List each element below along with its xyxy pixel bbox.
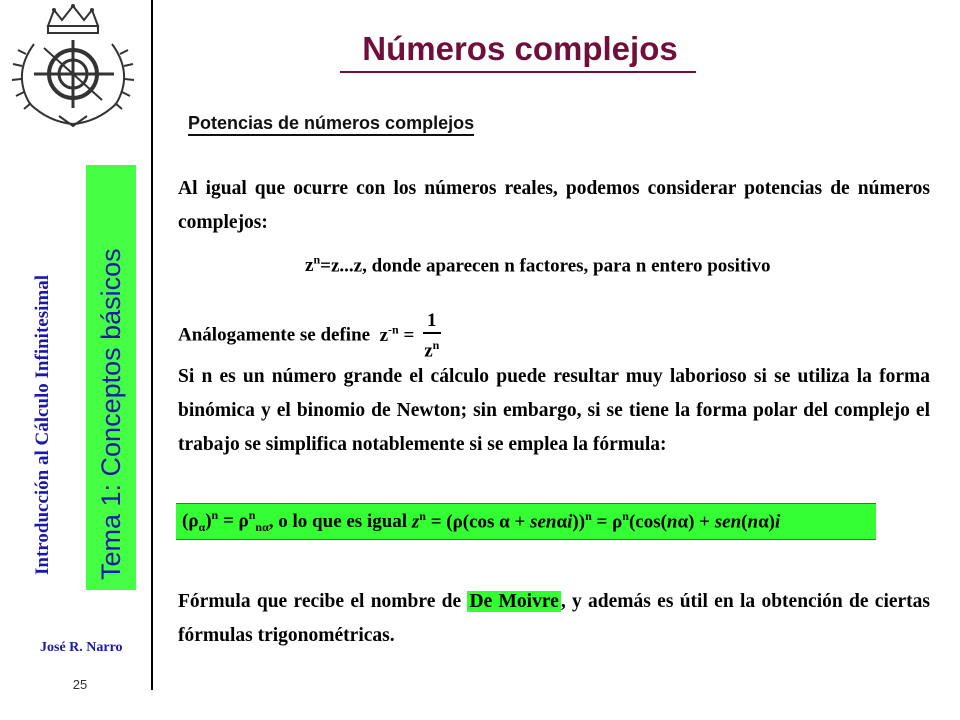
sidebar-divider [151, 0, 153, 690]
course-title: Introducción al Cálculo Infinitesimal [32, 275, 53, 575]
de-moivre-formula [176, 503, 876, 540]
intro-paragraph: Al igual que ocurre con los números reales, podemos considerar potencias de números complejos: [178, 178, 930, 233]
negative-power-lhs: $z^{-n}$ = [374, 322, 415, 346]
de-moivre-text-before: Fórmula que recibe el nombre de [178, 591, 462, 612]
power-definition-text: =z...z, donde aparecen n factores, para n entero positivo [320, 255, 771, 277]
de-moivre-paragraph [178, 585, 930, 653]
negative-power-definition [178, 310, 441, 362]
fraction-denominator: $z^n$ [424, 338, 440, 362]
power-base: $z^n$ [305, 253, 321, 277]
de-moivre-text-after: , y además es útil en la obtención de ciertas fórmulas trigonométricas. [178, 591, 931, 646]
negative-power-label: Análogamente se define [178, 324, 371, 346]
title-underline [340, 71, 696, 73]
polar-paragraph: Si n es un número grande el cálculo puede resultar muy laborioso si se utiliza la forma binómica y el binomio de Newton; sin embargo, si se tiene la forma polar del complejo el trabajo se simplifica notablemente si se emplea la fórmula: [178, 366, 930, 455]
fraction-numerator: 1 [423, 310, 441, 334]
topic-label: Tema 1: Conceptos básicos [96, 248, 126, 580]
power-definition [305, 253, 771, 277]
author-name: José R. Narro [40, 640, 123, 655]
page-number: 25 [72, 677, 88, 692]
slide-title: Números complejos [362, 30, 678, 67]
formula-trig: $z^n = (\rho(\cos$ $\alpha + sen\alpha i))^n = \rho^n(\cos(n\alpha) + sen(n\alpha)i$ [411, 509, 781, 533]
crowned-emblem-logo [4, 4, 142, 132]
de-moivre-highlight: De Moivre [469, 591, 559, 612]
fraction [423, 310, 441, 362]
section-subtitle: Potencias de números complejos [188, 112, 474, 136]
formula-polar: $(\rho_\alpha)^n = \rho^n_{n\alpha}$ [182, 507, 269, 535]
formula-connector: , o lo que es igual [268, 510, 408, 532]
